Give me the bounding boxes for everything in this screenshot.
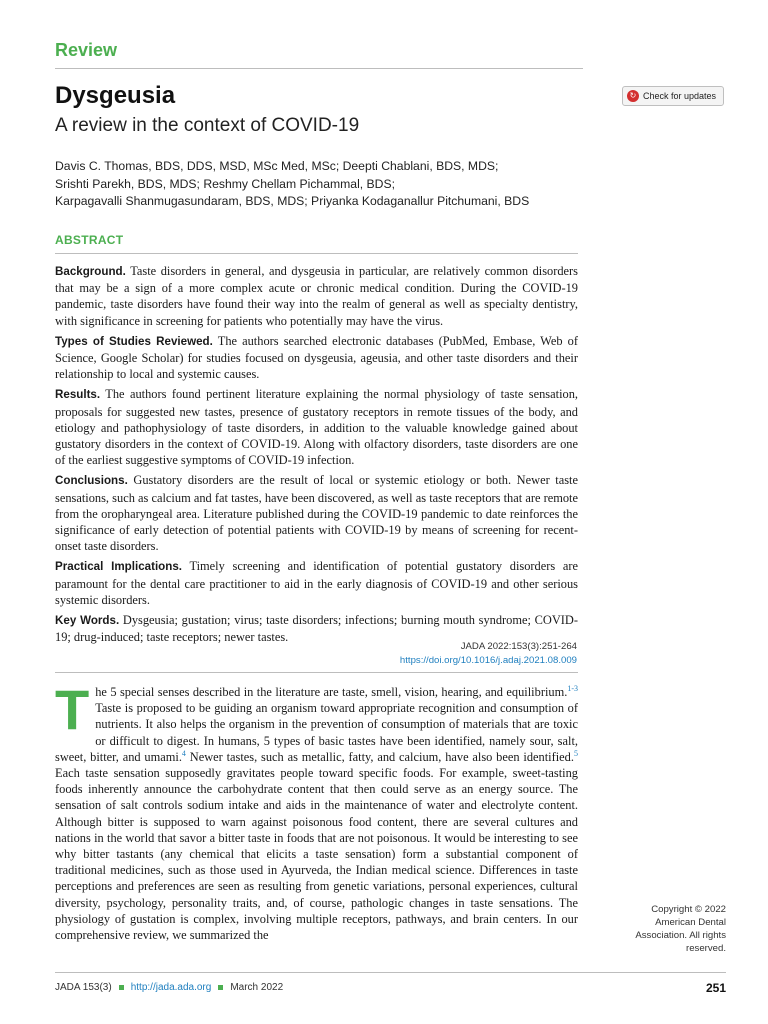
abstract-bottom-divider: [55, 672, 578, 673]
body-paragraph: The 5 special senses described in the literature are taste, smell, vision, hearing, and equilibrium.$^{1-3}$ Taste is proposed to be guiding an organism toward appropriate recognition and consumption of nutrients. It also helps the organism in the prevention of consumption of materials that are toxic or difficult to digest. In humans, 5 types of basic tastes have been identified, namely sour, salt, sweet, bitter, and umami.$^4$ Newer tastes, such as metallic, fatty, and calcium, have also been identified.$^5$ Each taste sensation supposedly gravitates people toward specific foods. For example, sweet-tasting foods inherently announce the carbohydrate content that then could serve as an energy source. The sensation of salt controls sodium intake and aids in the maintenance of water and electrolyte content. Although bitter is supposed to warn against poisonous food content, there are several cultures and nations in the world that savor a bitter taste in foods that are not poisonous. It would be interesting to see why bitter tastants (any chemical that elicits a taste sensation) form a substantial component of traditional medicines, such as those used in Ayurveda, the Indian medical science. Differences in taste perceptions and preferences are seen as resulting from genetic variations, personal experiences, cultural diversity, psychology, personality traits, and, of course, pathologic changes in taste sensations. The physiology of gustation is complex, involving multiple receptors, pathways, and brain centers. In our comprehensive review, we summarized the: [55, 678, 578, 943]
article-title: Dysgeusia: [55, 82, 176, 109]
abstract-practical: Practical Implications. Timely screening and identification of potential gustatory disorders are paramount for the dental care practitioner to aid in the early diagnosis of COVID-19 and other serious systemic disorders.: [55, 559, 578, 607]
abstract-keywords: Key Words. Dysgeusia; gustation; virus; taste disorders; infections; burning mouth syndrome; COVID-19; drug-induced; taste receptors; newer tastes.: [55, 613, 579, 645]
abstract-divider: [55, 253, 578, 254]
check-for-updates-button[interactable]: [622, 86, 724, 106]
footer-journal: JADA 153(3): [55, 982, 112, 993]
abstract-label: Results.: [55, 388, 101, 402]
copyright-notice: Copyright © 2022 American Dental Association. All rights reserved.: [635, 904, 726, 954]
page-footer: [55, 982, 283, 993]
abstract-conclusions: Conclusions. Gustatory disorders are the result of local or systemic etiology or both. Newer taste sensations, such as calcium and fat tastes, have been discovered, as well as taste receptors that are remote from the oropharyngeal area. Literature published during the COVID-19 pandemic to date reinforces the significance of early detection of potential patients with COVID-19 by means of screening for recent-onset taste disorders.: [55, 473, 578, 554]
abstract-results: Results. The authors found pertinent literature explaining the normal physiology of taste sensation, proposals for suggested new tastes, presence of gustatory receptors in remote tissues of the body, and etiology and pathophysiology of taste disorders, in addition to the valuable knowledge gained about gustatory disorders in the context of COVID-19. Along with olfactory disorders, taste disorders are one of the earliest suggestive symptoms of COVID-19 infection.: [55, 387, 579, 468]
section-label: Review: [55, 40, 118, 60]
abstract-label: Types of Studies Reviewed.: [55, 334, 213, 348]
author-list: [55, 158, 595, 211]
footer-date: March 2022: [230, 982, 284, 993]
check-for-updates-label: Check for updates: [643, 91, 717, 101]
abstract-label: Key Words.: [55, 614, 120, 628]
refresh-icon: ↻: [627, 90, 639, 102]
abstract-body: [55, 263, 578, 649]
citation-journal: JADA 2022:153(3):251-264: [460, 641, 577, 652]
abstract-label: Conclusions.: [55, 474, 128, 488]
author-line: Davis C. Thomas, BDS, DDS, MSD, MSc Med, MSc; Deepti Chablani, BDS, MDS;: [55, 159, 499, 173]
drop-cap: T: [55, 678, 90, 741]
reference-link[interactable]: 5: [573, 748, 578, 758]
author-line: Srishti Parekh, BDS, MDS; Reshmy Chellam Pichammal, BDS;: [55, 176, 395, 191]
abstract-label: Background.: [55, 265, 126, 278]
abstract-types: Types of Studies Reviewed. The authors searched electronic databases (PubMed, Embase, Web of Science, Google Scholar) for studies focused on dysgeusia, ageusia, and other taste disorders and their relationship to local and systemic causes.: [55, 333, 578, 382]
doi-link[interactable]: https://doi.org/10.1016/j.adaj.2021.08.009: [399, 655, 577, 666]
abstract-background: Background. Taste disorders in general, and dysgeusia in particular, are relatively common disorders that may be a sign of a more complex acute or chronic medical condition. During the COVID-19 pandemic, taste disorders have found their way into the realm of general as well as specialty dentistry, with significance in screening for patients who potentially may have the virus.: [55, 264, 578, 328]
author-line: Karpagavalli Shanmugasundaram, BDS, MDS; Priyanka Kodaganallur Pitchumani, BDS: [55, 194, 530, 208]
square-bullet-icon: [119, 985, 124, 990]
footer-divider: [55, 972, 726, 973]
page-number: 251: [705, 981, 726, 995]
reference-link[interactable]: 1-3: [567, 684, 578, 693]
article-body: [55, 678, 578, 943]
reference-link[interactable]: 4: [181, 748, 186, 758]
square-bullet-icon: [218, 985, 223, 990]
journal-url-link[interactable]: http://jada.ada.org: [130, 982, 212, 993]
article-subtitle: A review in the context of COVID-19: [55, 115, 360, 136]
abstract-heading: ABSTRACT: [55, 233, 124, 247]
abstract-label: Practical Implications.: [55, 560, 183, 574]
section-divider: [55, 68, 583, 69]
citation: [300, 640, 577, 668]
